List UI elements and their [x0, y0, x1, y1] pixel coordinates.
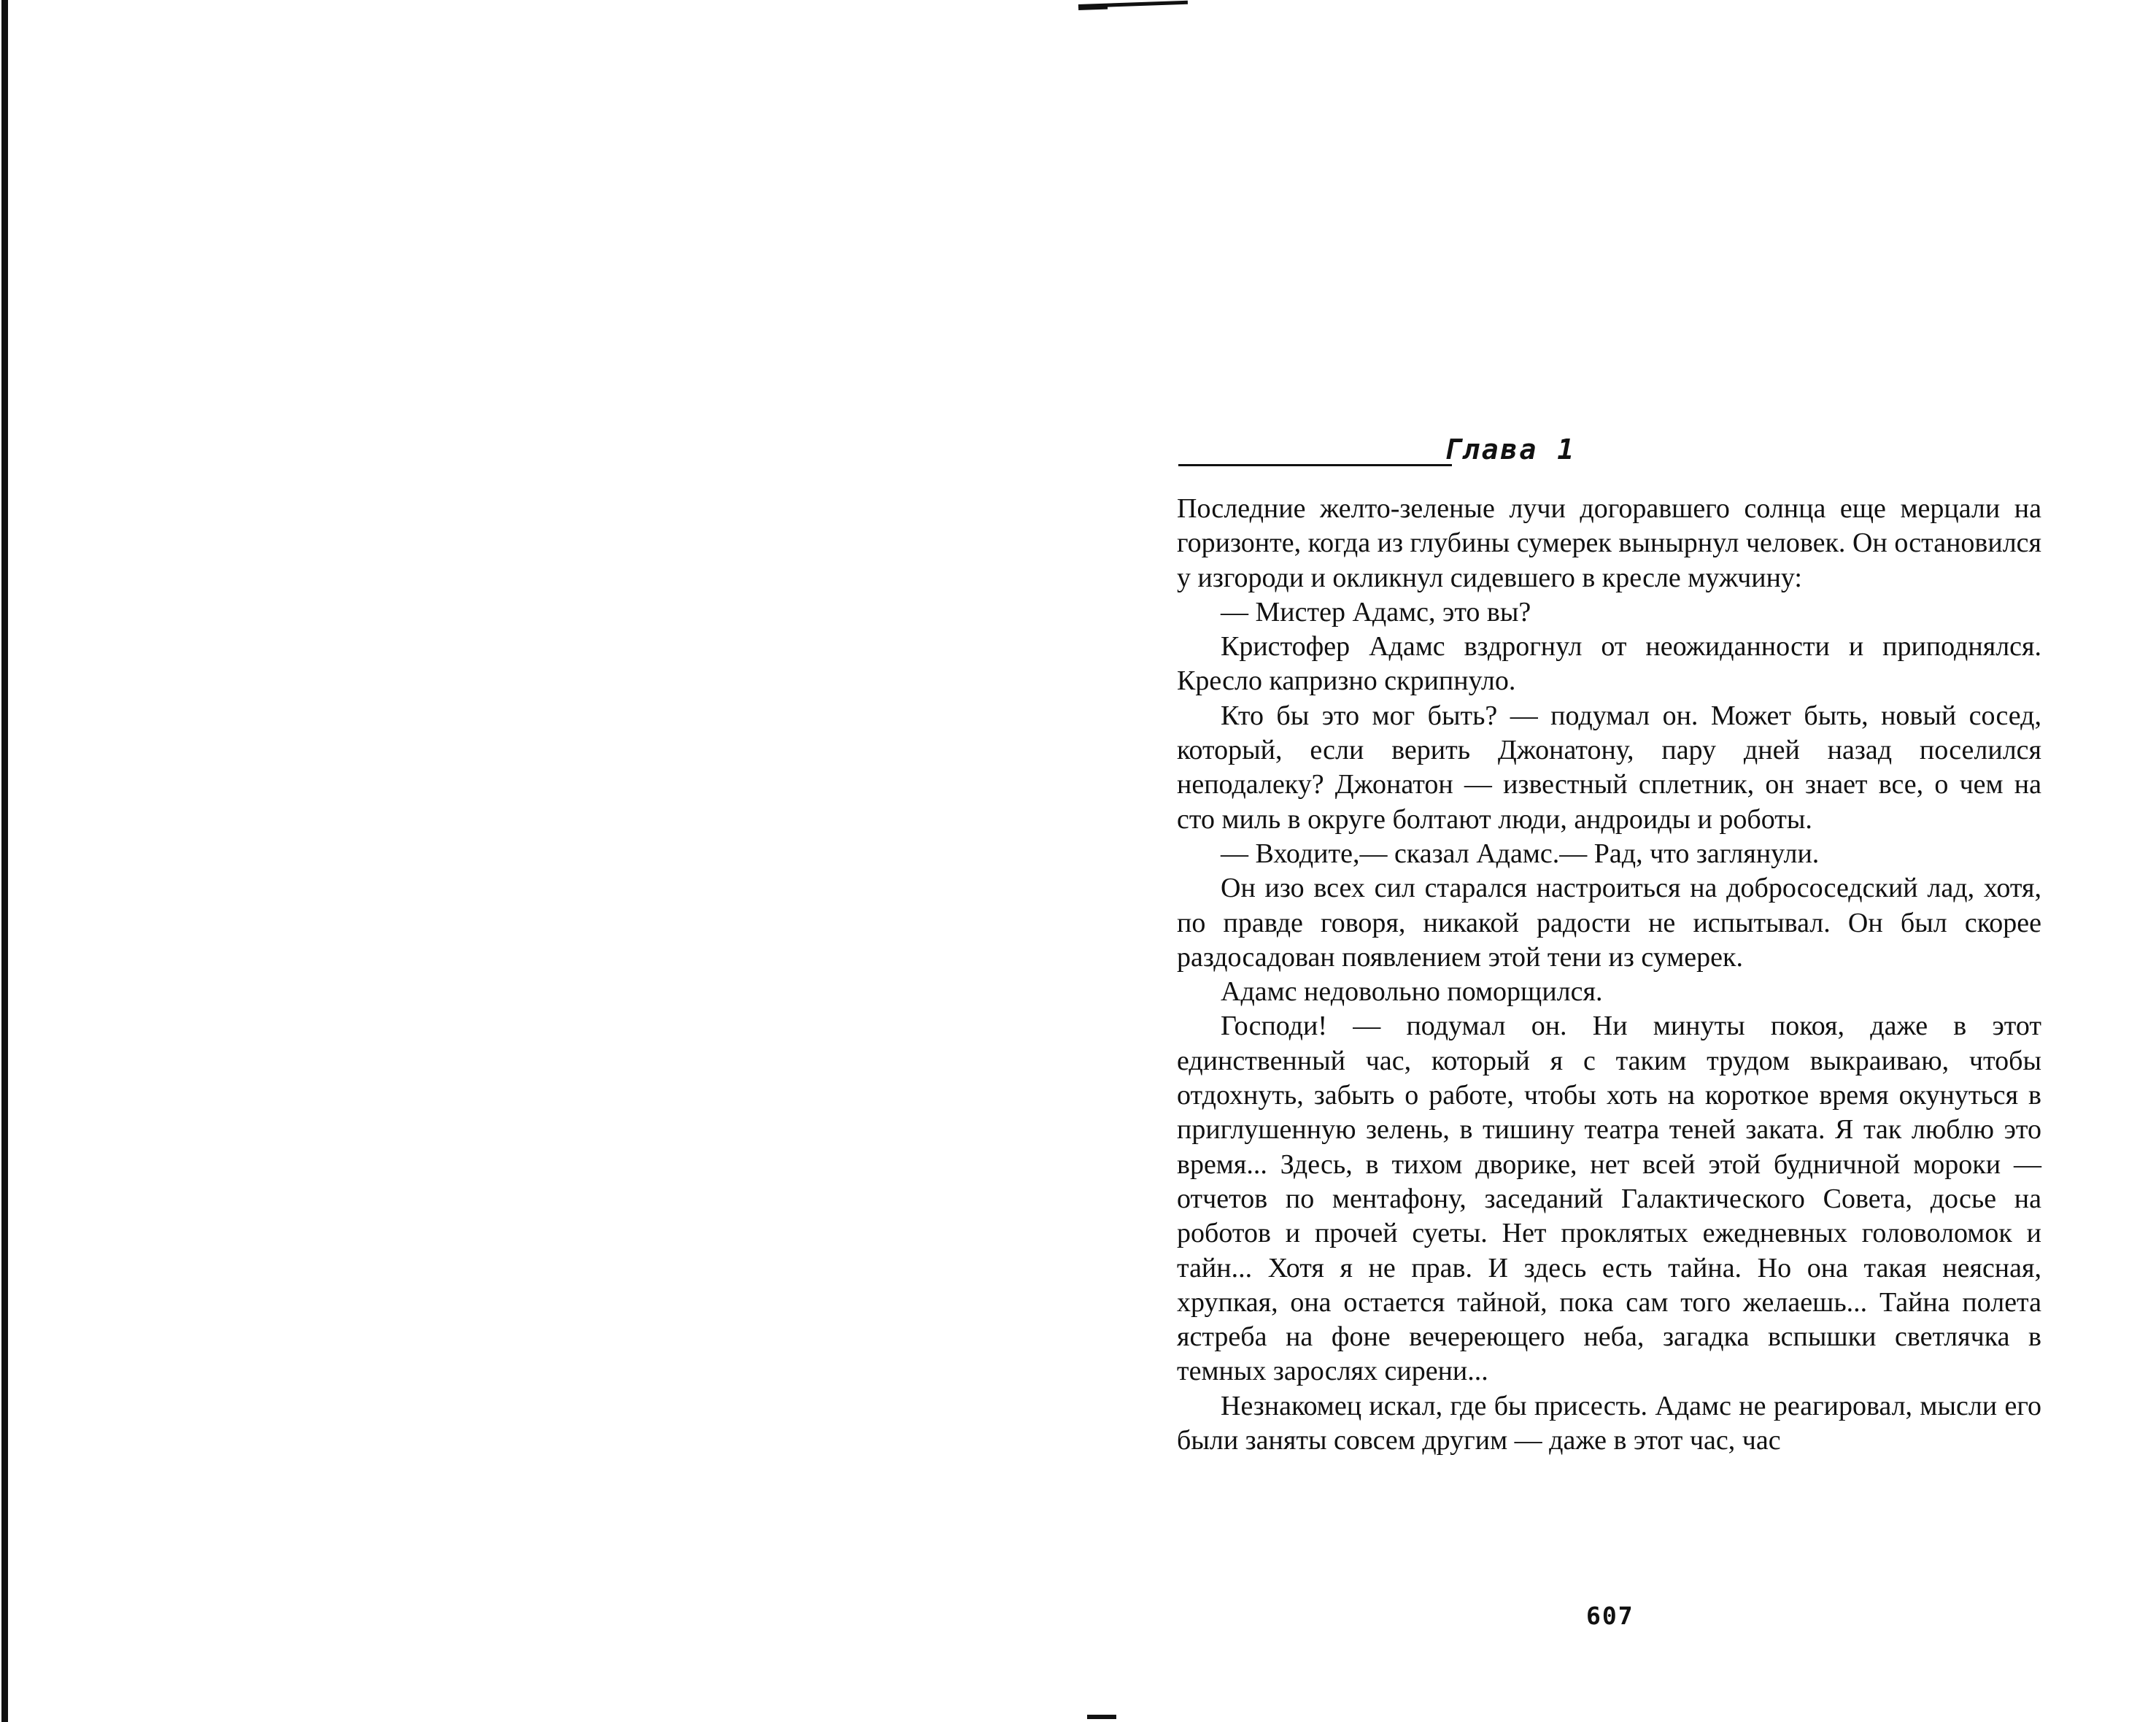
paragraph: Незнакомец искал, где бы присесть. Адамс не реагировал, мысли его были заняты совсем другим — даже в этот час, час [1177, 1390, 2041, 1456]
chapter-rule [1178, 464, 1452, 466]
paragraph: Последние желто-зеленые лучи догоравшего солнца еще мерцали на горизонте, когда из глубины сумерек вынырнул человек. Он остановился у изгороди и окликнул сидевшего в кресле мужчину: [1177, 493, 2041, 593]
paragraph: Господи! — подумал он. Ни минуты покоя, даже в этот единственный час, который я с таким трудом выкраиваю, чтобы отдохнуть, забыть о работе, чтобы хоть на короткое время окунуться в приглушенную зелень, в тишину театра теней заката. Я так люблю это время... Здесь, в тихом дворике, нет всей этой будничной мороки — отчетов по ментафону, заседаний Галактического Совета, досье на роботов и прочей суеты. Нет проклятых ежедневных головоломок и тайн... Хотя я не прав. И здесь есть тайна. Но она такая неясная, хрупкая, она остается тайной, пока сам того желаешь... Тайна полета ястреба на фоне вечереющего неба, загадка вспышки светлячка в темных зарослях сирени... [1177, 1011, 2041, 1387]
paragraph: Он изо всех сил старался настроиться на добрососедский лад, хотя, по правде говоря, никакой радости не испытывал. Он был скорее раздосадован появлением этой тени из сумерек. [1177, 873, 2041, 973]
page-number: 607 [1586, 1602, 1634, 1630]
chapter-title: Глава 1 [1444, 433, 1577, 466]
chapter-header [1177, 430, 2041, 467]
paragraph: Адамс недовольно поморщился. [1221, 976, 1603, 1008]
paragraph: — Мистер Адамс, это вы? [1221, 596, 1531, 628]
left-page-edge [1, 0, 8, 1722]
right-page [1177, 430, 2041, 1458]
paragraph: Кто бы это мог быть? — подумал он. Может быть, новый сосед, который, если верить Джонатону, пару дней назад поселился неподалеку? Джонатон — известный сплетник, он знает все, о чем на сто миль в округе болтают люди, андроиды и роботы. [1177, 700, 2041, 835]
paragraph: — Входите,— сказал Адамс.— Рад, что заглянули. [1221, 838, 1820, 869]
gutter-mark-top [1078, 1, 1188, 8]
paragraph: Кристофер Адамс вздрогнул от неожиданности и приподнялся. Кресло капризно скрипнуло. [1177, 631, 2041, 697]
body-text [1177, 492, 2041, 1458]
gutter-mark-bottom [1087, 1715, 1116, 1719]
